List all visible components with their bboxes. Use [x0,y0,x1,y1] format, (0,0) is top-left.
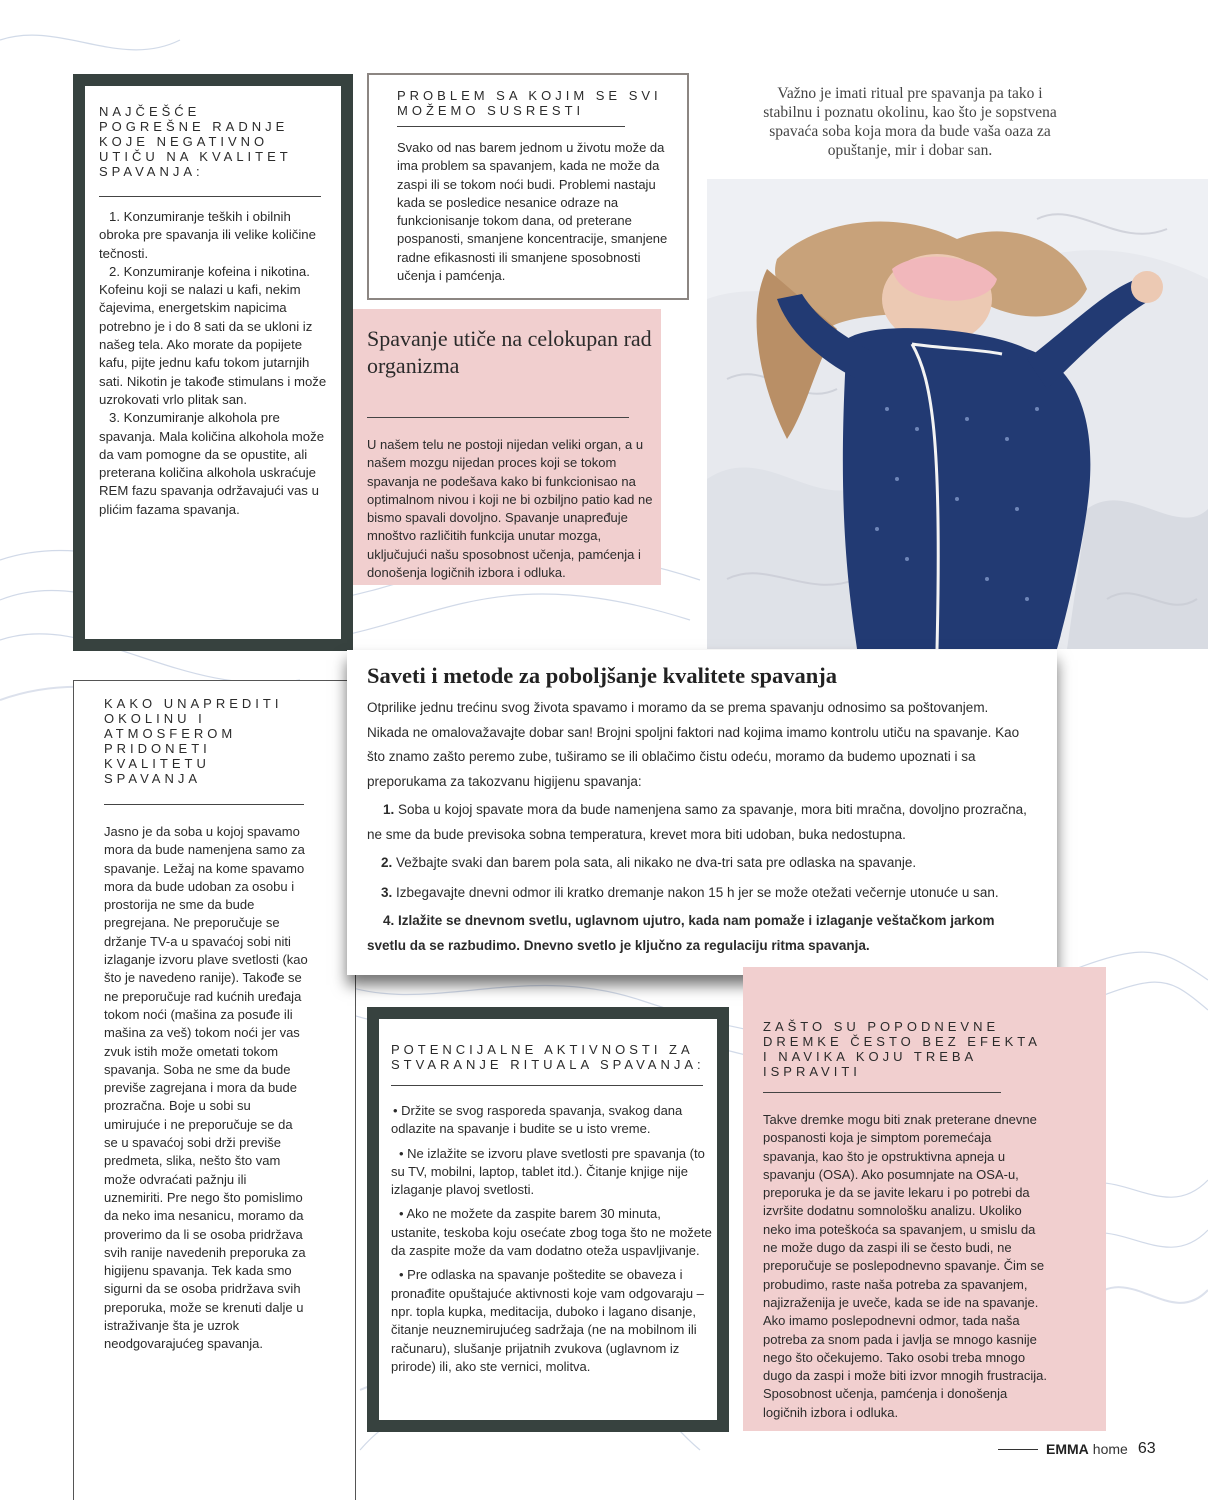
heading-divider [99,196,321,197]
sleep-affects-body-box [353,309,661,585]
sleep-tip-2 [367,851,1035,876]
footer-rule [998,1449,1038,1450]
list-item: • Ako ne možete da zaspite barem 30 minuta, ustanite, teskoba koju osećate zbog toga što ne možete da zaspite može da vam dodatno oteža uspavljivanje. [391,1206,712,1259]
sleep-tip-4 [367,909,1032,958]
sleep-tips-title: Saveti i metode za poboljšanje kvalitete spavanja [367,663,837,688]
heading-divider [104,804,304,805]
sleeping-woman-photo [707,179,1208,649]
page-number: 63 [1137,1440,1156,1457]
afternoon-naps-text: Takve dremke mogu biti znak preterane dnevne pospanosti koja je simptom poremećaja spavanja, kao što je opstruktivna apneja u spavanju (OSA). Ako posumnjate na OSA-u, preporuka je da se javite lekaru i po potrebi da izvršite dodatnu somnološku analizu. Ukoliko neko ima poteškoća sa spavanjem, u smislu da ne može dugo da zaspi ili se često budi, ne preporučuje se poslepodnevno spavanje. Čim se probudimo, raste naša potreba za spavanjem, najizraženija je uveče, kada se ide na spavanje. Ako imamo poslepodnevni odmor, tada naša potreba za snom pada i javlja se mnogo kasnije nego što očekujemo. Tako osobi treba mnogo dugo da zaspi i može biti izvor mnogih frustracija. Sposobnost učenja, pamćenja i donošenja logičnih izbora i odluka. [763,1112,1047,1420]
heading-divider [397,126,625,127]
heading-divider [763,1092,1001,1093]
afternoon-naps-heading: ZAŠTO SU POPODNEVNE DREMKE ČESTO BEZ EFEKTA I NAVIKA KOJU TREBA ISPRAVITI [763,1019,1041,1079]
tip-text: Izlažite se dnevnom svetlu, uglavnom ujutro, kada nam pomaže i izlaganje veštačkom jarkom svetlu da se razbudimo. Dnevno svetlo je ključno za regulaciju ritma spavanja. [367,913,995,953]
common-mistakes-box [73,74,353,651]
common-mistakes-heading: NAJČEŠĆE POGREŠNE RADNJE KOJE NEGATIVNO UTIČU NA KVALITET SPAVANJA: [99,104,292,179]
title-divider [367,417,629,418]
improve-environment-text: Jasno je da soba u kojoj spavamo mora da bude namenjena samo za spavanje. Ležaj na kome spavamo mora da bude udoban za osobu i prostorija ne sme da bude pregrejana. Ne preporučuje se držanje TV-a u spavaćoj sobi niti izlaganje izvoru plave svetlosti (kao što je navedeno ranije). Takođe se ne preporučuje rad kućnih uređaja tokom noći (mašina za posuđe ili mašina za veš) tokom noći jer vas zvuk istih može ometati tokom spavanja. Soba ne sme da bude previše zagrejana i mora da bude prozračna. Boje u sobi su umirujuće i ne preporučuje se da se u spavaćoj sobi drži previše predmeta, slika, nešto što vam može odvraćati pažnju ili uznemiriti. Pre nego što pomislimo da neko ima nesanicu, moramo da proverimo da li se osoba pridržava svih ranije navedenih preporuka za higijenu spavanja. Tek kada smo sigurni da se osoba pridržava svih preporuka, može se krenuti dalje u istraživanje šta je uzrok neodgovarajućeg spavanja. [104,824,308,1352]
common-mistakes-list [99,208,331,519]
tip-text: Izbegavajte dnevni odmor ili kratko dremanje nakon 15 h jer se može otežati večernje utonuće u san. [396,884,999,900]
sleep-ritual-activities-box [367,1007,729,1432]
common-problem-box [367,73,689,300]
common-problem-text: Svako od nas barem jednom u životu može da ima problem sa spavanjem, kada ne može da zaspi ili se tokom noći budi. Problemi nastaju kada se posledice nesanice odraze na funkcionisanje tokom dana, od preterane pospanosti, smanjene koncentracije, smanjene radne efikasnosti ili smanjene sposobnosti učenja i pamćenja. [397,140,668,284]
tip-number: 3. [381,884,393,900]
list-item: 3. Konzumiranje alkohola pre spavanja. Mala količina alkohola može da vam pomogne da se opustite, ali preterana količina alkohola uskraćuje REM fazu spavanja održavajući vas u plićim fazama spavanja. [99,410,325,517]
list-item: • Pre odlaska na spavanje poštedite se obaveza i pronađite opuštajuće aktivnosti koje vam odgovaraju – npr. topla kupka, meditacija, duboko i lagano disanje, čitanje neuznemirujućeg sadržaja (ne na mobilnom ili računaru), slušanje prijatnih zvukova (uglavnom iz prirode) ili, ako ste vernici, molitva. [391,1267,704,1374]
tip-text: Vežbajte svaki dan barem pola sata, ali nikako ne dva-tri sata pre odlaska na spavanje. [396,855,917,870]
sleep-affects-text: U našem telu ne postoji nijedan veliki organ, a u našem mozgu nijedan proces koji se tokom spavanja ne podešava kako bi funkcionisao na optimalnom nivou i koji ne bi ozbiljno patio kad ne bismo spavali dovoljno. Spavanje unapređuje mnoštvo različitih funkcija unutar mozga, uključujući našu sposobnost učenja, pamćenja i donošenja logičnih izbora i odluka. [367,437,653,581]
sleep-tips-card [347,650,1057,975]
footer-brand: EMMA [1046,1441,1089,1457]
sleep-ritual-heading: POTENCIJALNE AKTIVNOSTI ZA STVARANJE RITUALA SPAVANJA: [391,1042,705,1072]
common-problem-heading: PROBLEM SA KOJIM SE SVI MOŽEMO SUSRESTI [397,88,662,118]
tip-number: 2. [381,855,393,870]
tip-number: 4. [383,913,395,928]
tip-text: Soba u kojoj spavate mora da bude namenjena samo za spavanje, mora biti mračna, dovoljno prozračna, ne sme da bude previsoka sobna temperatura, krevet mora biti udoban, buka nedostupna. [367,802,1027,842]
list-item: • Držite se svog rasporeda spavanja, svakog dana odlazite na spavanje i budite se u isto vreme. [391,1103,683,1137]
list-item: 2. Konzumiranje kofeina i nikotina. Kofeinu koji se nalazi u kafi, nekim čajevima, energetskim napicima potrebno je i do 8 sati da se ukloni iz našeg tela. Ako morate da popijete kafu, pijte jednu kafu tokom jutarnjih sati. Nikotin je takođe stimulans i može uzrokovati vrlo plitak san. [99,263,327,407]
sleep-tip-1 [367,798,1032,847]
sleep-tips-intro: Otprilike jednu trećinu svog života spavamo i moramo da se prema spavanju odnosimo sa poštovanjem. Nikada ne omalovažavajte dobar san! Brojni spoljni faktori nad kojima imamo kontrolu utiču na spavanje. Kao što znamo zašto peremo zube, tuširamo se ili oblačimo čistu odeću, moramo da budemo upoznati i sa preporukama za takozvanu higijenu spavanja: [367,700,1020,789]
list-item: 1. Konzumiranje teških i obilnih obroka pre spavanja ili velike količine tečnosti. [99,209,316,261]
afternoon-naps-box [743,967,1106,1431]
sleep-affects-title: Spavanje utiče na celokupan rad organizma [367,326,652,378]
sleep-tip-3 [367,881,1035,906]
list-item: • Ne izlažite se izvoru plave svetlosti pre spavanja (to su TV, mobilni, laptop, tablet itd.). Čitanje knjige nije izlaganje plavoj svetlosti. [391,1145,705,1198]
pull-quote: Važno je imati ritual pre spavanja pa tako i stabilnu i poznatu okolinu, kao što je sopstvena spavaća soba koja mora da bude vaša oaza za opuštanje, mir i dobar san. [763,85,1057,159]
footer-section: home [1092,1441,1128,1457]
tip-number: 1. [383,802,395,817]
sleep-ritual-list [391,1102,713,1376]
page-footer [998,1437,1178,1461]
heading-divider [391,1085,703,1086]
improve-environment-heading: KAKO UNAPREDITI OKOLINU I ATMOSFEROM PRIDONETI KVALITETU SPAVANJA [104,696,283,786]
improve-environment-box [73,680,356,1500]
